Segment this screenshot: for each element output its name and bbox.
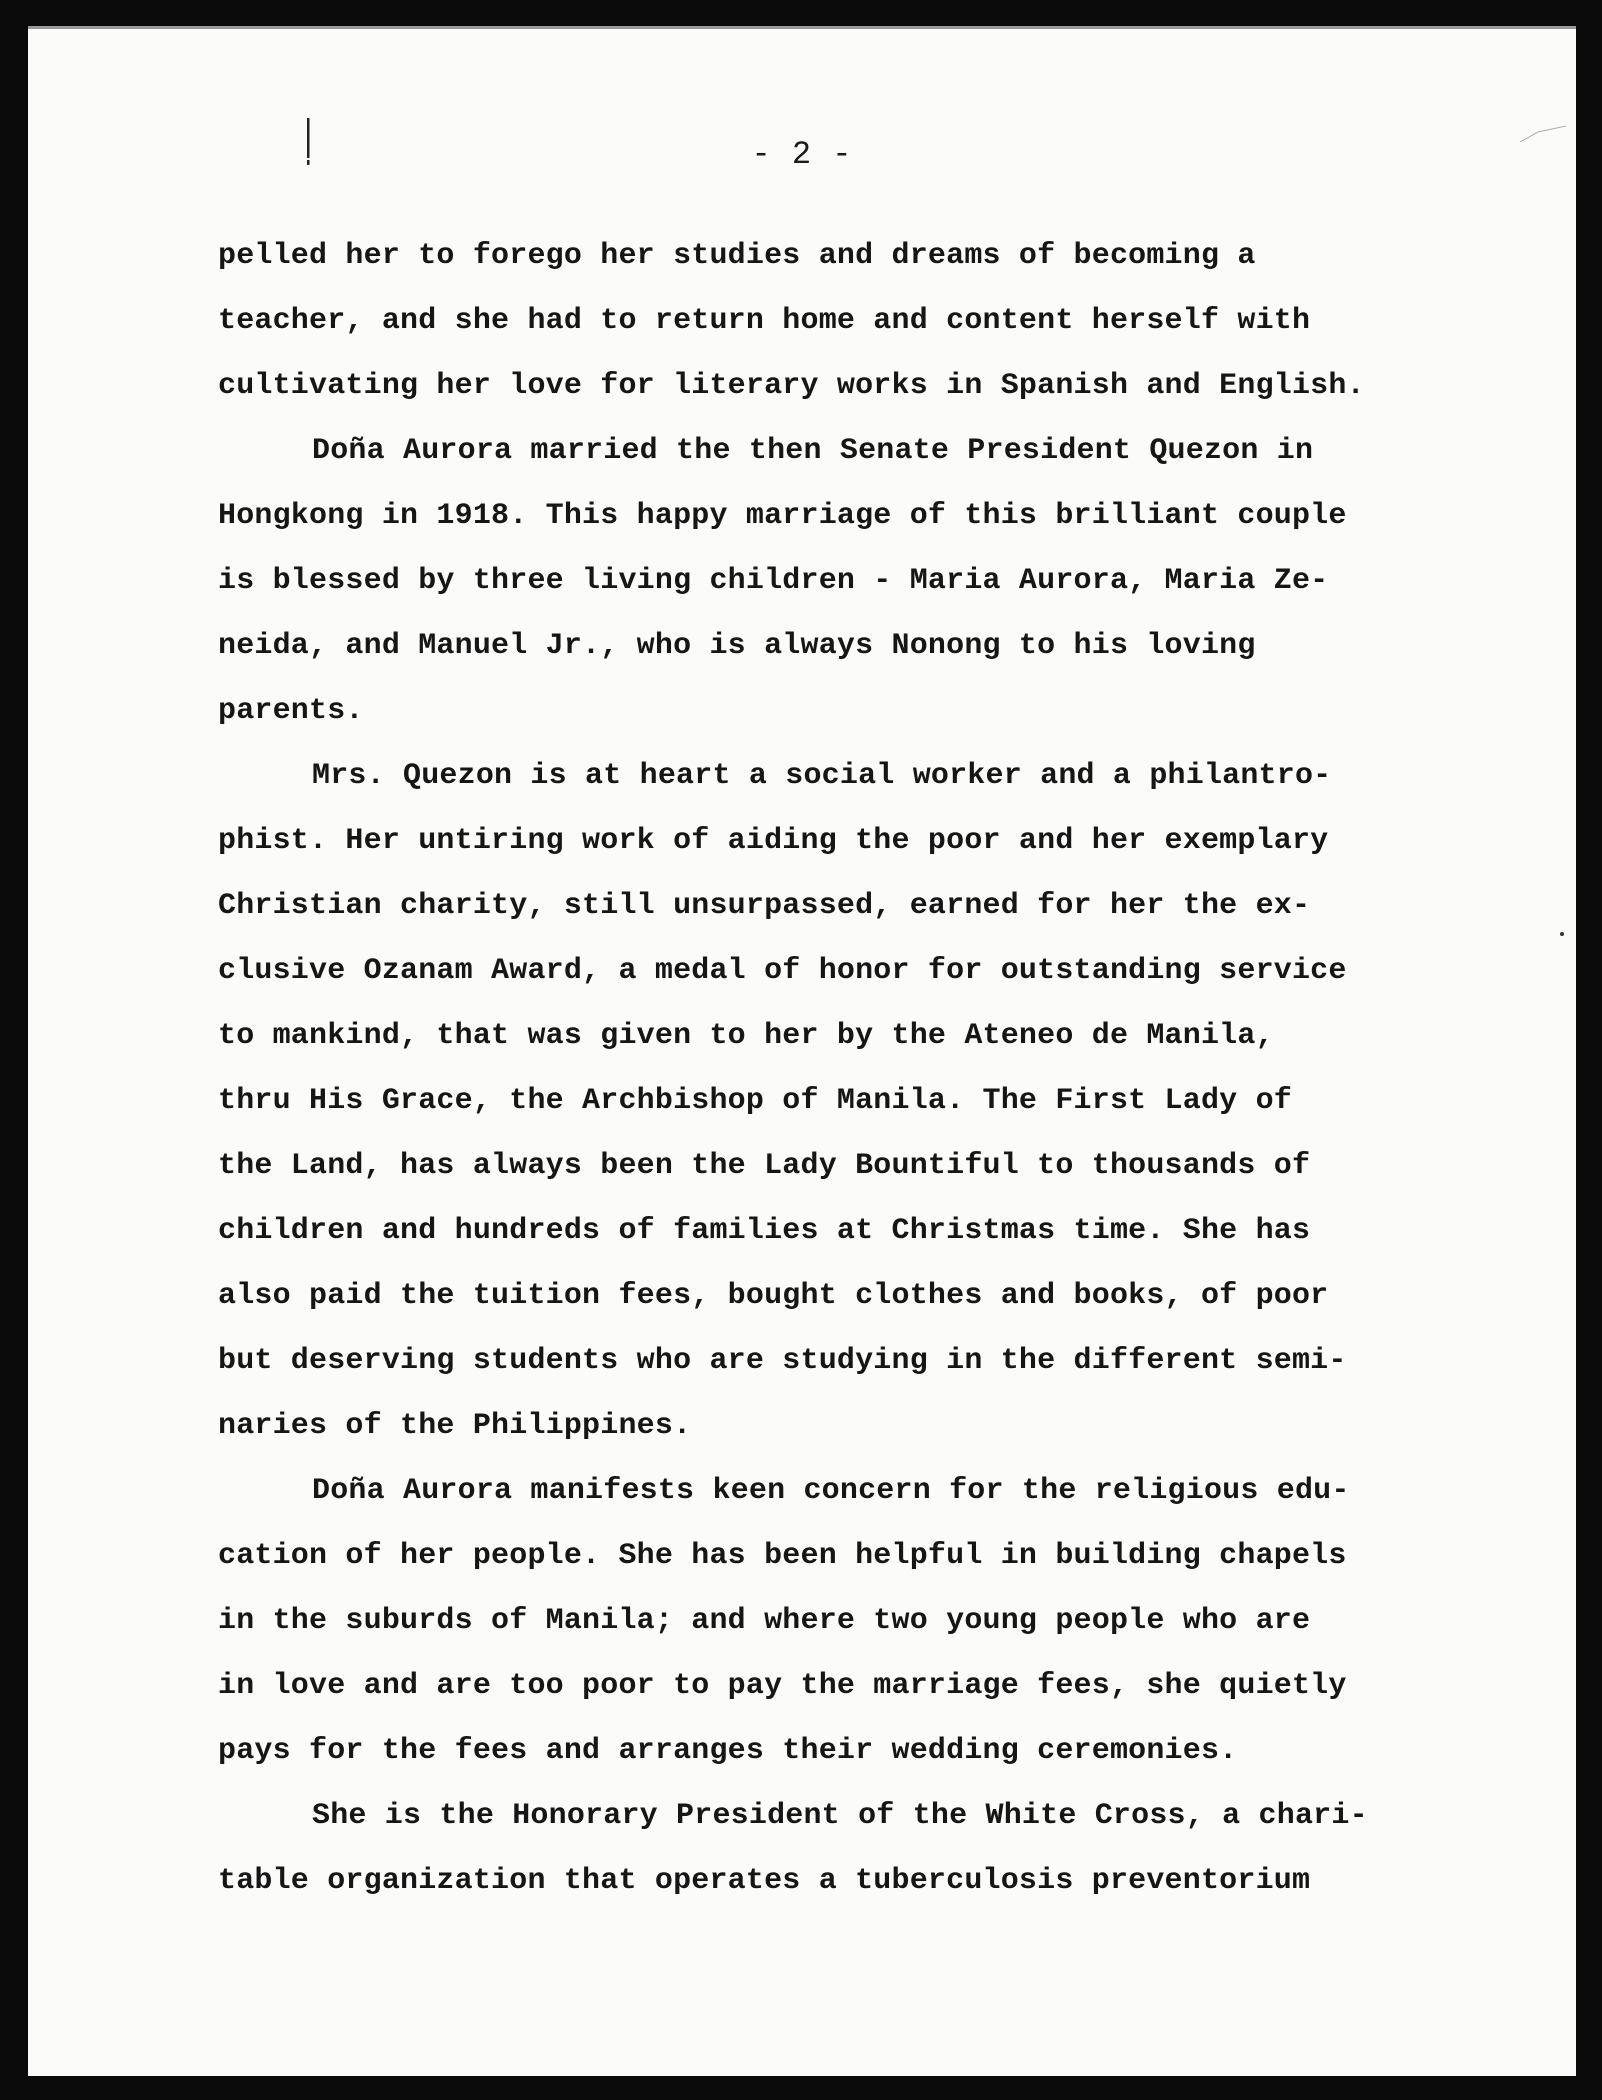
typewritten-body xyxy=(218,224,1518,1914)
text-line: Christian charity, still unsurpassed, earned for her the ex- xyxy=(218,889,1311,923)
text-line: also paid the tuition fees, bought clothes and books, of poor xyxy=(218,1279,1329,1313)
page-number: - 2 - xyxy=(751,136,853,173)
text-line: the Land, has always been the Lady Bountiful to thousands of xyxy=(218,1149,1311,1183)
text-line: in love and are too poor to pay the marriage fees, she quietly xyxy=(218,1669,1347,1703)
text-line: table organization that operates a tuberculosis preventorium xyxy=(218,1864,1311,1898)
text-line: pays for the fees and arranges their wedding ceremonies. xyxy=(218,1734,1238,1768)
text-line: phist. Her untiring work of aiding the poor and her exemplary xyxy=(218,824,1329,858)
stray-dot xyxy=(1560,932,1564,936)
text-line: She is the Honorary President of the White Cross, a chari- xyxy=(312,1799,1368,1833)
text-line: clusive Ozanam Award, a medal of honor for outstanding service xyxy=(218,954,1347,988)
text-line: Hongkong in 1918. This happy marriage of this brilliant couple xyxy=(218,499,1347,533)
text-line: naries of the Philippines. xyxy=(218,1409,692,1443)
stray-pencil-mark xyxy=(1518,124,1568,144)
text-line: neida, and Manuel Jr., who is always Nonong to his loving xyxy=(218,629,1256,663)
text-line: teacher, and she had to return home and content herself with xyxy=(218,304,1311,338)
text-line: pelled her to forego her studies and dreams of becoming a xyxy=(218,239,1256,273)
text-line: thru His Grace, the Archbishop of Manila. The First Lady of xyxy=(218,1084,1292,1118)
scan-edge xyxy=(28,26,1576,29)
text-line: cultivating her love for literary works in Spanish and English. xyxy=(218,369,1365,403)
text-line: is blessed by three living children - Maria Aurora, Maria Ze- xyxy=(218,564,1329,598)
text-line: Mrs. Quezon is at heart a social worker and a philantro- xyxy=(312,759,1332,793)
text-line: Doña Aurora manifests keen concern for the religious edu- xyxy=(312,1474,1350,1508)
text-line: but deserving students who are studying in the different semi- xyxy=(218,1344,1347,1378)
text-line: cation of her people. She has been helpful in building chapels xyxy=(218,1539,1347,1573)
text-line: parents. xyxy=(218,694,364,728)
text-line: to mankind, that was given to her by the Ateneo de Manila, xyxy=(218,1019,1274,1053)
text-line: in the suburds of Manila; and where two young people who are xyxy=(218,1604,1311,1638)
text-line: children and hundreds of families at Christmas time. She has xyxy=(218,1214,1311,1248)
text-line: Doña Aurora married the then Senate President Quezon in xyxy=(312,434,1314,468)
